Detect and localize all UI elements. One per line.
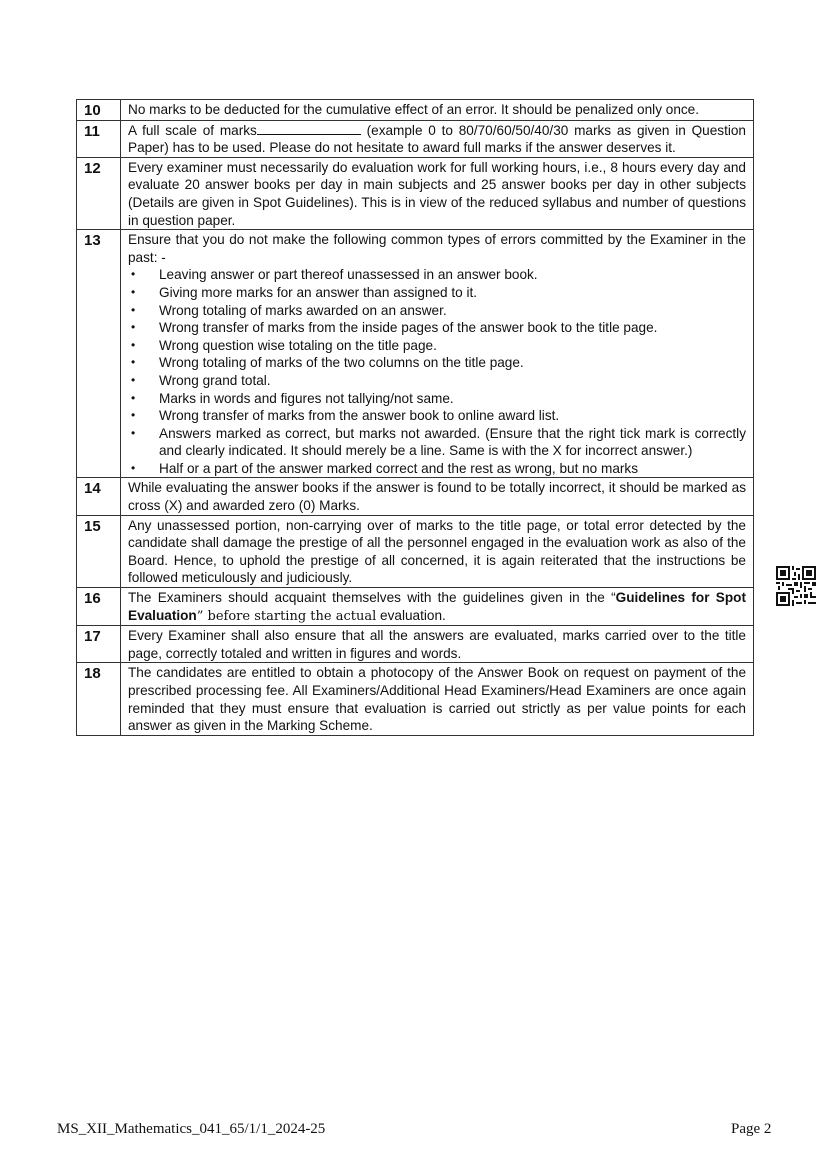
row-number: 15 (77, 515, 121, 587)
row-text: Any unassessed portion, non-carrying over of marks to the title page, or total error detected by the candidate shall damage the prestige of all the personnel engaged in the evaluation work as also of the Board. Hence, to uphold the prestige of all concerned, it is again reiterated that the instructions be followed meticulously and judiciously. (121, 515, 754, 587)
list-item: • Wrong transfer of marks from the inside pages of the answer book to the title page. (128, 319, 746, 337)
row-text (121, 230, 754, 478)
row-number: 13 (77, 230, 121, 478)
table-row (77, 626, 754, 663)
row-text (121, 588, 754, 626)
row-number: 10 (77, 100, 121, 121)
list-item: • Wrong totaling of marks of the two columns on the title page. (128, 354, 746, 372)
blank-line (257, 122, 361, 135)
guidelines-title: Guidelines for Spot Evaluation (128, 590, 746, 623)
list-item: • Wrong transfer of marks from the answer book to online award list. (128, 407, 746, 425)
row-number: 12 (77, 157, 121, 229)
row-text: The candidates are entitled to obtain a photocopy of the Answer Book on request on payment of the prescribed processing fee. All Examiners/Additional Head Examiners/Head Examiners are once again reminded that they must ensure that evaluation is carried out strictly as per value points for each answer as given in the Marking Scheme. (121, 663, 754, 735)
table-row (77, 120, 754, 157)
row-text-part: The Examiners should acquaint themselves with the guidelines given in the “ (128, 590, 616, 606)
row-number: 11 (77, 120, 121, 157)
row-text: No marks to be deducted for the cumulative effect of an error. It should be penalized only once. (121, 100, 754, 121)
row-text-part: (example 0 to 80/70/60/50/40/30 marks as given in Question Paper) has to be used. Please do not hesitate to award full marks if the answer deserves it. (128, 122, 746, 156)
row-number: 17 (77, 626, 121, 663)
row-text-part: evaluation. (376, 607, 446, 623)
instructions-table (76, 99, 754, 736)
row-text: Every examiner must necessarily do evaluation work for full working hours, i.e., 8 hours every day and evaluate 20 answer books per day in main subjects and 25 answer books per day in other subjects (Details are given in Spot Guidelines). This is in view of the reduced syllabus and number of questions in question paper. (121, 157, 754, 229)
row-number: 14 (77, 478, 121, 515)
table-row (77, 515, 754, 587)
row-text: While evaluating the answer books if the answer is found to be totally incorrect, it should be marked as cross (X) and awarded zero (0) Marks. (121, 478, 754, 515)
table-row (77, 588, 754, 626)
page-number: Page 2 (731, 1121, 772, 1137)
table-row (77, 663, 754, 735)
list-item: • Marks in words and figures not tallying/not same. (128, 390, 746, 408)
row-text-part: A full scale of marks (128, 122, 257, 138)
table-row (77, 230, 754, 478)
list-item: • Half or a part of the answer marked correct and the rest as wrong, but no marks (128, 460, 746, 478)
list-item: • Wrong question wise totaling on the title page. (128, 337, 746, 355)
table-row (77, 478, 754, 515)
table-row (77, 100, 754, 121)
list-item: • Leaving answer or part thereof unassessed in an answer book. (128, 266, 746, 284)
row-text (121, 120, 754, 157)
errors-intro: Ensure that you do not make the following common types of errors committed by the Examiner in the past: - (128, 232, 746, 265)
list-item: • Wrong totaling of marks awarded on an answer. (128, 302, 746, 320)
footer-document-code: MS_XII_Mathematics_041_65/1/1_2024-25 (57, 1121, 326, 1137)
row-number: 16 (77, 588, 121, 626)
qr-code-icon (776, 566, 816, 606)
table-row (77, 157, 754, 229)
row-text-part: ” before starting the actual (196, 608, 377, 624)
list-item: • Wrong grand total. (128, 372, 746, 390)
errors-list (128, 266, 746, 477)
list-item: • Giving more marks for an answer than assigned to it. (128, 284, 746, 302)
row-text: Every Examiner shall also ensure that all the answers are evaluated, marks carried over to the title page, correctly totaled and written in figures and words. (121, 626, 754, 663)
row-number: 18 (77, 663, 121, 735)
list-item: • Answers marked as correct, but marks not awarded. (Ensure that the right tick mark is correctly and clearly indicated. It should merely be a line. Same is with the X for incorrect answer.) (128, 425, 746, 460)
